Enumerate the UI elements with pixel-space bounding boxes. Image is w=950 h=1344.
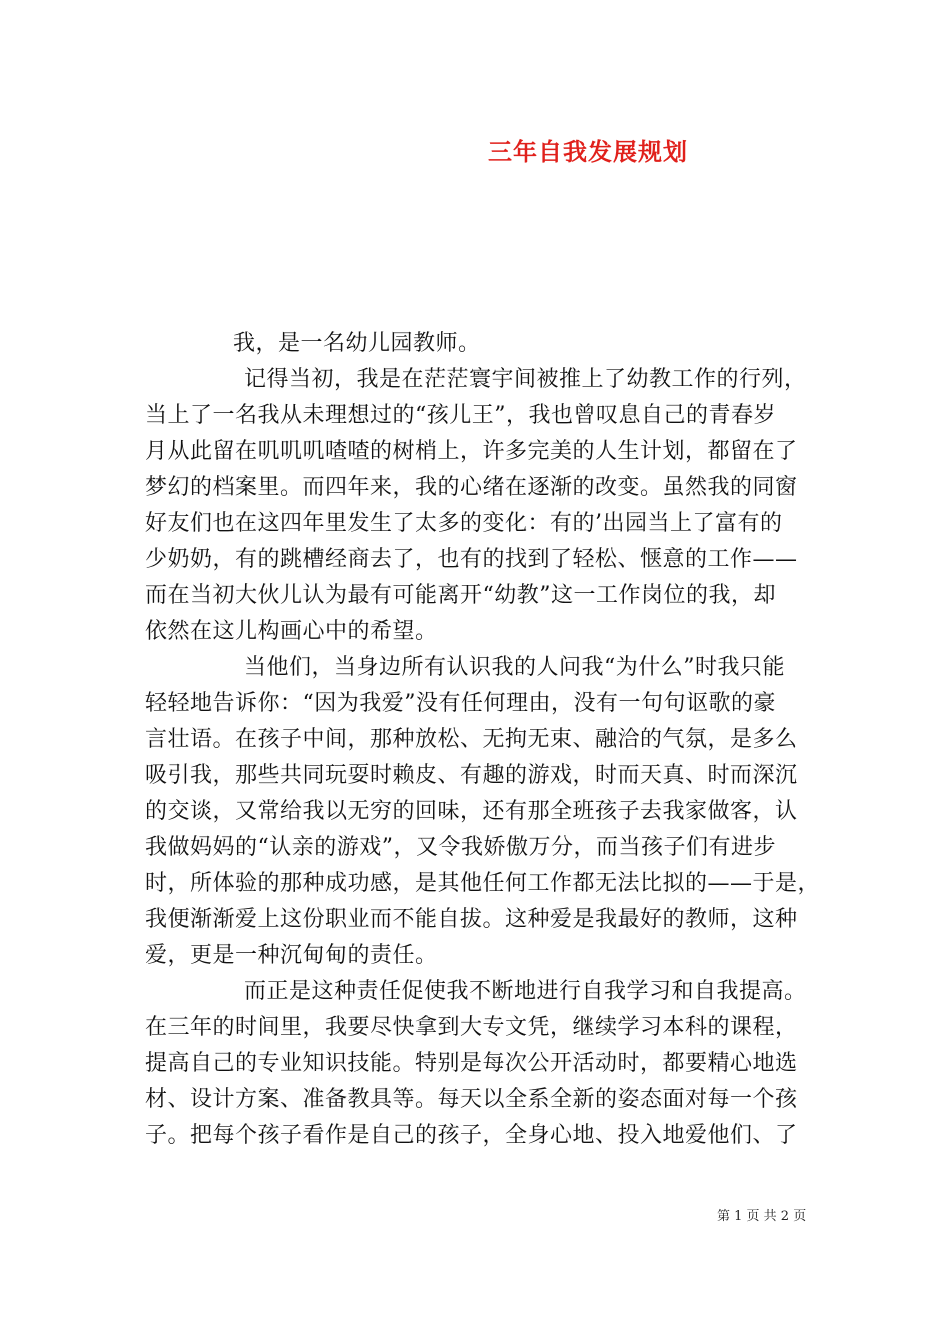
text-line: 我便渐渐爱上这份职业而不能自拔。这种爱是我最好的教师，这种 <box>145 907 798 932</box>
text-line: 月从此留在叽叽叽喳喳的树梢上，许多完美的人生计划，都留在了 <box>145 439 798 464</box>
text-line: 依然在这儿构画心中的希望。 <box>145 619 438 644</box>
text-line: 爱，更是一种沉甸甸的责任。 <box>145 943 438 968</box>
text-line: 当他们，当身边所有认识我的人问我“为什么”时我只能 <box>244 655 785 680</box>
text-line: 而在当初大伙儿认为最有可能离开“幼教”这一工作岗位的我，却 <box>145 583 776 608</box>
text-line: 当上了一名我从未理想过的“孩儿王”，我也曾叹息自己的青春岁 <box>145 403 776 428</box>
text-line: 在三年的时间里，我要尽快拿到大专文凭，继续学习本科的课程， <box>145 1015 798 1040</box>
text-line: 言壮语。在孩子中间，那种放松、无拘无束、融洽的气氛，是多么 <box>145 727 798 752</box>
text-line: 好友们也在这四年里发生了太多的变化：有的’出园当上了富有的 <box>145 511 783 536</box>
text-line: 时，所体验的那种成功感，是其他任何工作都无法比拟的——于是， <box>145 871 821 896</box>
text-line: 少奶奶，有的跳槽经商去了，也有的找到了轻松、惬意的工作—— <box>145 547 798 572</box>
page-number-footer: 第 1 页 共 2 页 <box>717 1209 807 1224</box>
text-line: 记得当初，我是在茫茫寰宇间被推上了幼教工作的行列， <box>244 367 807 392</box>
document-title: 三年自我发展规划 <box>488 137 688 166</box>
text-line: 轻轻地告诉你：“因为我爱”没有任何理由，没有一句句讴歌的豪 <box>145 691 776 716</box>
text-line: 我，是一名幼儿园教师。 <box>233 331 481 356</box>
text-line: 我做妈妈的“认亲的游戏”，又令我娇傲万分，而当孩子们有进步 <box>145 835 776 860</box>
text-line: 吸引我，那些共同玩耍时赖皮、有趣的游戏，时而天真、时而深沉 <box>145 763 798 788</box>
text-line: 而正是这种责任促使我不断地进行自我学习和自我提高。 <box>244 979 807 1004</box>
text-line: 材、设计方案、准备教具等。每天以全系全新的姿态面对每一个孩 <box>145 1087 798 1112</box>
text-line: 的交谈，又常给我以无穷的回味，还有那全班孩子去我家做客，认 <box>145 799 798 824</box>
text-line: 梦幻的档案里。而四年来，我的心绪在逐渐的改变。虽然我的同窗 <box>145 475 798 500</box>
text-line: 提高自己的专业知识技能。特别是每次公开活动时，都要精心地选 <box>145 1051 798 1076</box>
text-line: 子。把每个孩子看作是自己的孩子，全身心地、投入地爱他们、了 <box>145 1123 798 1148</box>
